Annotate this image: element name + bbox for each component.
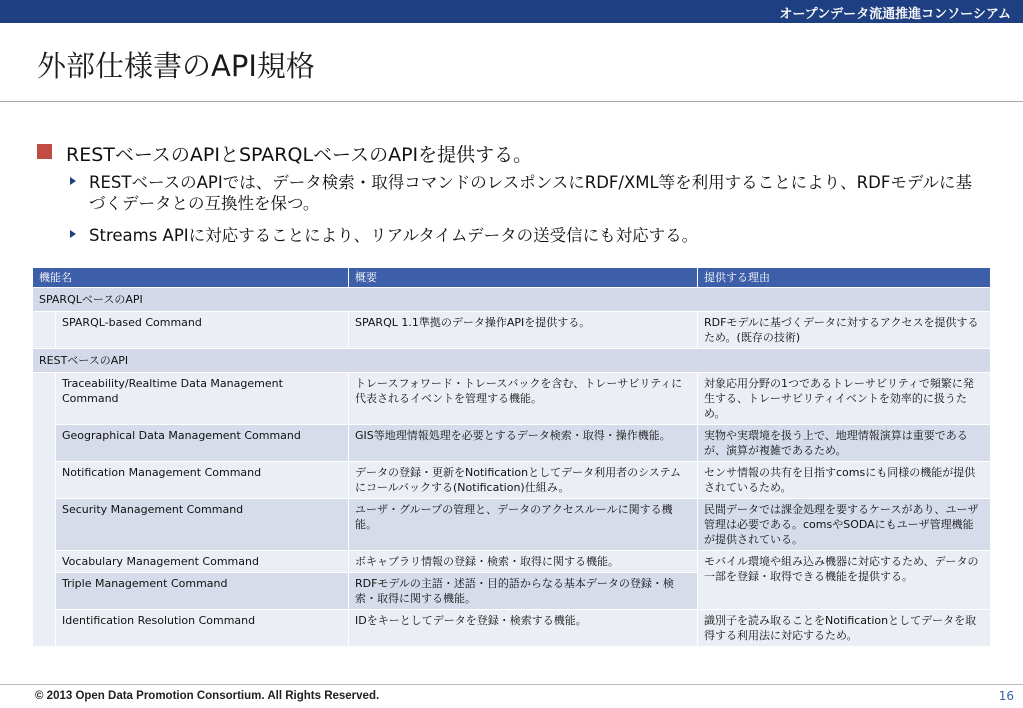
title-divider [0,101,1023,102]
triangle-bullet-icon [70,230,76,238]
cell-name: Traceability/Realtime Data Management Command [56,373,349,425]
table-row [33,462,991,499]
table-row [33,499,991,551]
header-reason: 提供する理由 [698,268,991,288]
cell-summary: GIS等地理情報処理を必要とするデータ検索・取得・操作機能。 [349,425,698,462]
api-spec-table [32,267,991,647]
main-bullet-text: RESTベースのAPIとSPARQLベースのAPIを提供する。 [66,144,533,166]
cell-summary: IDをキーとしてデータを登録・検索する機能。 [349,610,698,647]
page-title: 外部仕様書のAPI規格 [37,49,315,83]
group-label: SPARQLベースのAPI [33,288,991,312]
sub-bullet-text: Streams APIに対応することにより、リアルタイムデータの送受信にも対応する。 [89,226,699,245]
cell-name: Notification Management Command [56,462,349,499]
cell-name: Geographical Data Management Command [56,425,349,462]
cell-summary: ユーザ・グループの管理と、データのアクセスルールに関する機能。 [349,499,698,551]
cell-summary: トレースフォワード・トレースバックを含む、トレーサビリティに代表されるイベントを管理する機能。 [349,373,698,425]
table-header-row [33,268,991,288]
group-label: RESTベースのAPI [33,349,991,373]
triangle-bullet-icon [70,177,76,185]
cell-name: Security Management Command [56,499,349,551]
table-row [33,425,991,462]
cell-reason: モバイル環境や組み込み機器に対応するため、データの一部を登録・取得できる機能を提供する。 [698,551,991,610]
cell-name: SPARQL-based Command [56,312,349,349]
footer-divider [0,684,1023,685]
indent-cell [33,373,56,647]
table-row [33,373,991,425]
cell-summary: データの登録・更新をNotificationとしてデータ利用者のシステムにコールバックする(Notification)仕組み。 [349,462,698,499]
indent-cell [33,312,56,349]
table-row [33,610,991,647]
cell-reason: 識別子を読み取ることをNotificationとしてデータを取得する利用法に対応するため。 [698,610,991,647]
header-name: 機能名 [33,268,349,288]
sub-bullet-text: RESTベースのAPIでは、データ検索・取得コマンドのレスポンスにRDF/XML等を利用することにより、RDFモデルに基づくデータとの互換性を保つ。 [89,173,973,213]
table-row [33,551,991,573]
group-row-rest [33,349,991,373]
cell-reason: センサ情報の共有を目指すcomsにも同様の機能が提供されているため。 [698,462,991,499]
cell-summary: ボキャブラリ情報の登録・検索・取得に関する機能。 [349,551,698,573]
page-number: 16 [998,689,1014,703]
organization-name: オープンデータ流通推進コンソーシアム [779,7,1011,22]
group-row-sparql [33,288,991,312]
header-summary: 概要 [349,268,698,288]
cell-summary: SPARQL 1.1準拠のデータ操作APIを提供する。 [349,312,698,349]
cell-reason: RDFモデルに基づくデータに対するアクセスを提供するため。(既存の技術) [698,312,991,349]
cell-reason: 実物や実環境を扱う上で、地理情報演算は重要であるが、演算が複雑であるため。 [698,425,991,462]
cell-reason: 対象応用分野の1つであるトレーサビリティで頻繁に発生する、トレーサビリティイベントを効率的に扱うため。 [698,373,991,425]
copyright-text: © 2013 Open Data Promotion Consortium. All Rights Reserved. [35,690,380,702]
cell-name: Identification Resolution Command [56,610,349,647]
table-row [33,312,991,349]
cell-summary: RDFモデルの主語・述語・目的語からなる基本データの登録・検索・取得に関する機能。 [349,573,698,610]
cell-name: Triple Management Command [56,573,349,610]
cell-name: Vocabulary Management Command [56,551,349,573]
square-bullet-icon [37,144,52,159]
cell-reason: 民間データでは課金処理を要するケースがあり、ユーザ管理は必要である。comsやSODAにもユーザ管理機能が提供されている。 [698,499,991,551]
header-band [0,0,1023,23]
